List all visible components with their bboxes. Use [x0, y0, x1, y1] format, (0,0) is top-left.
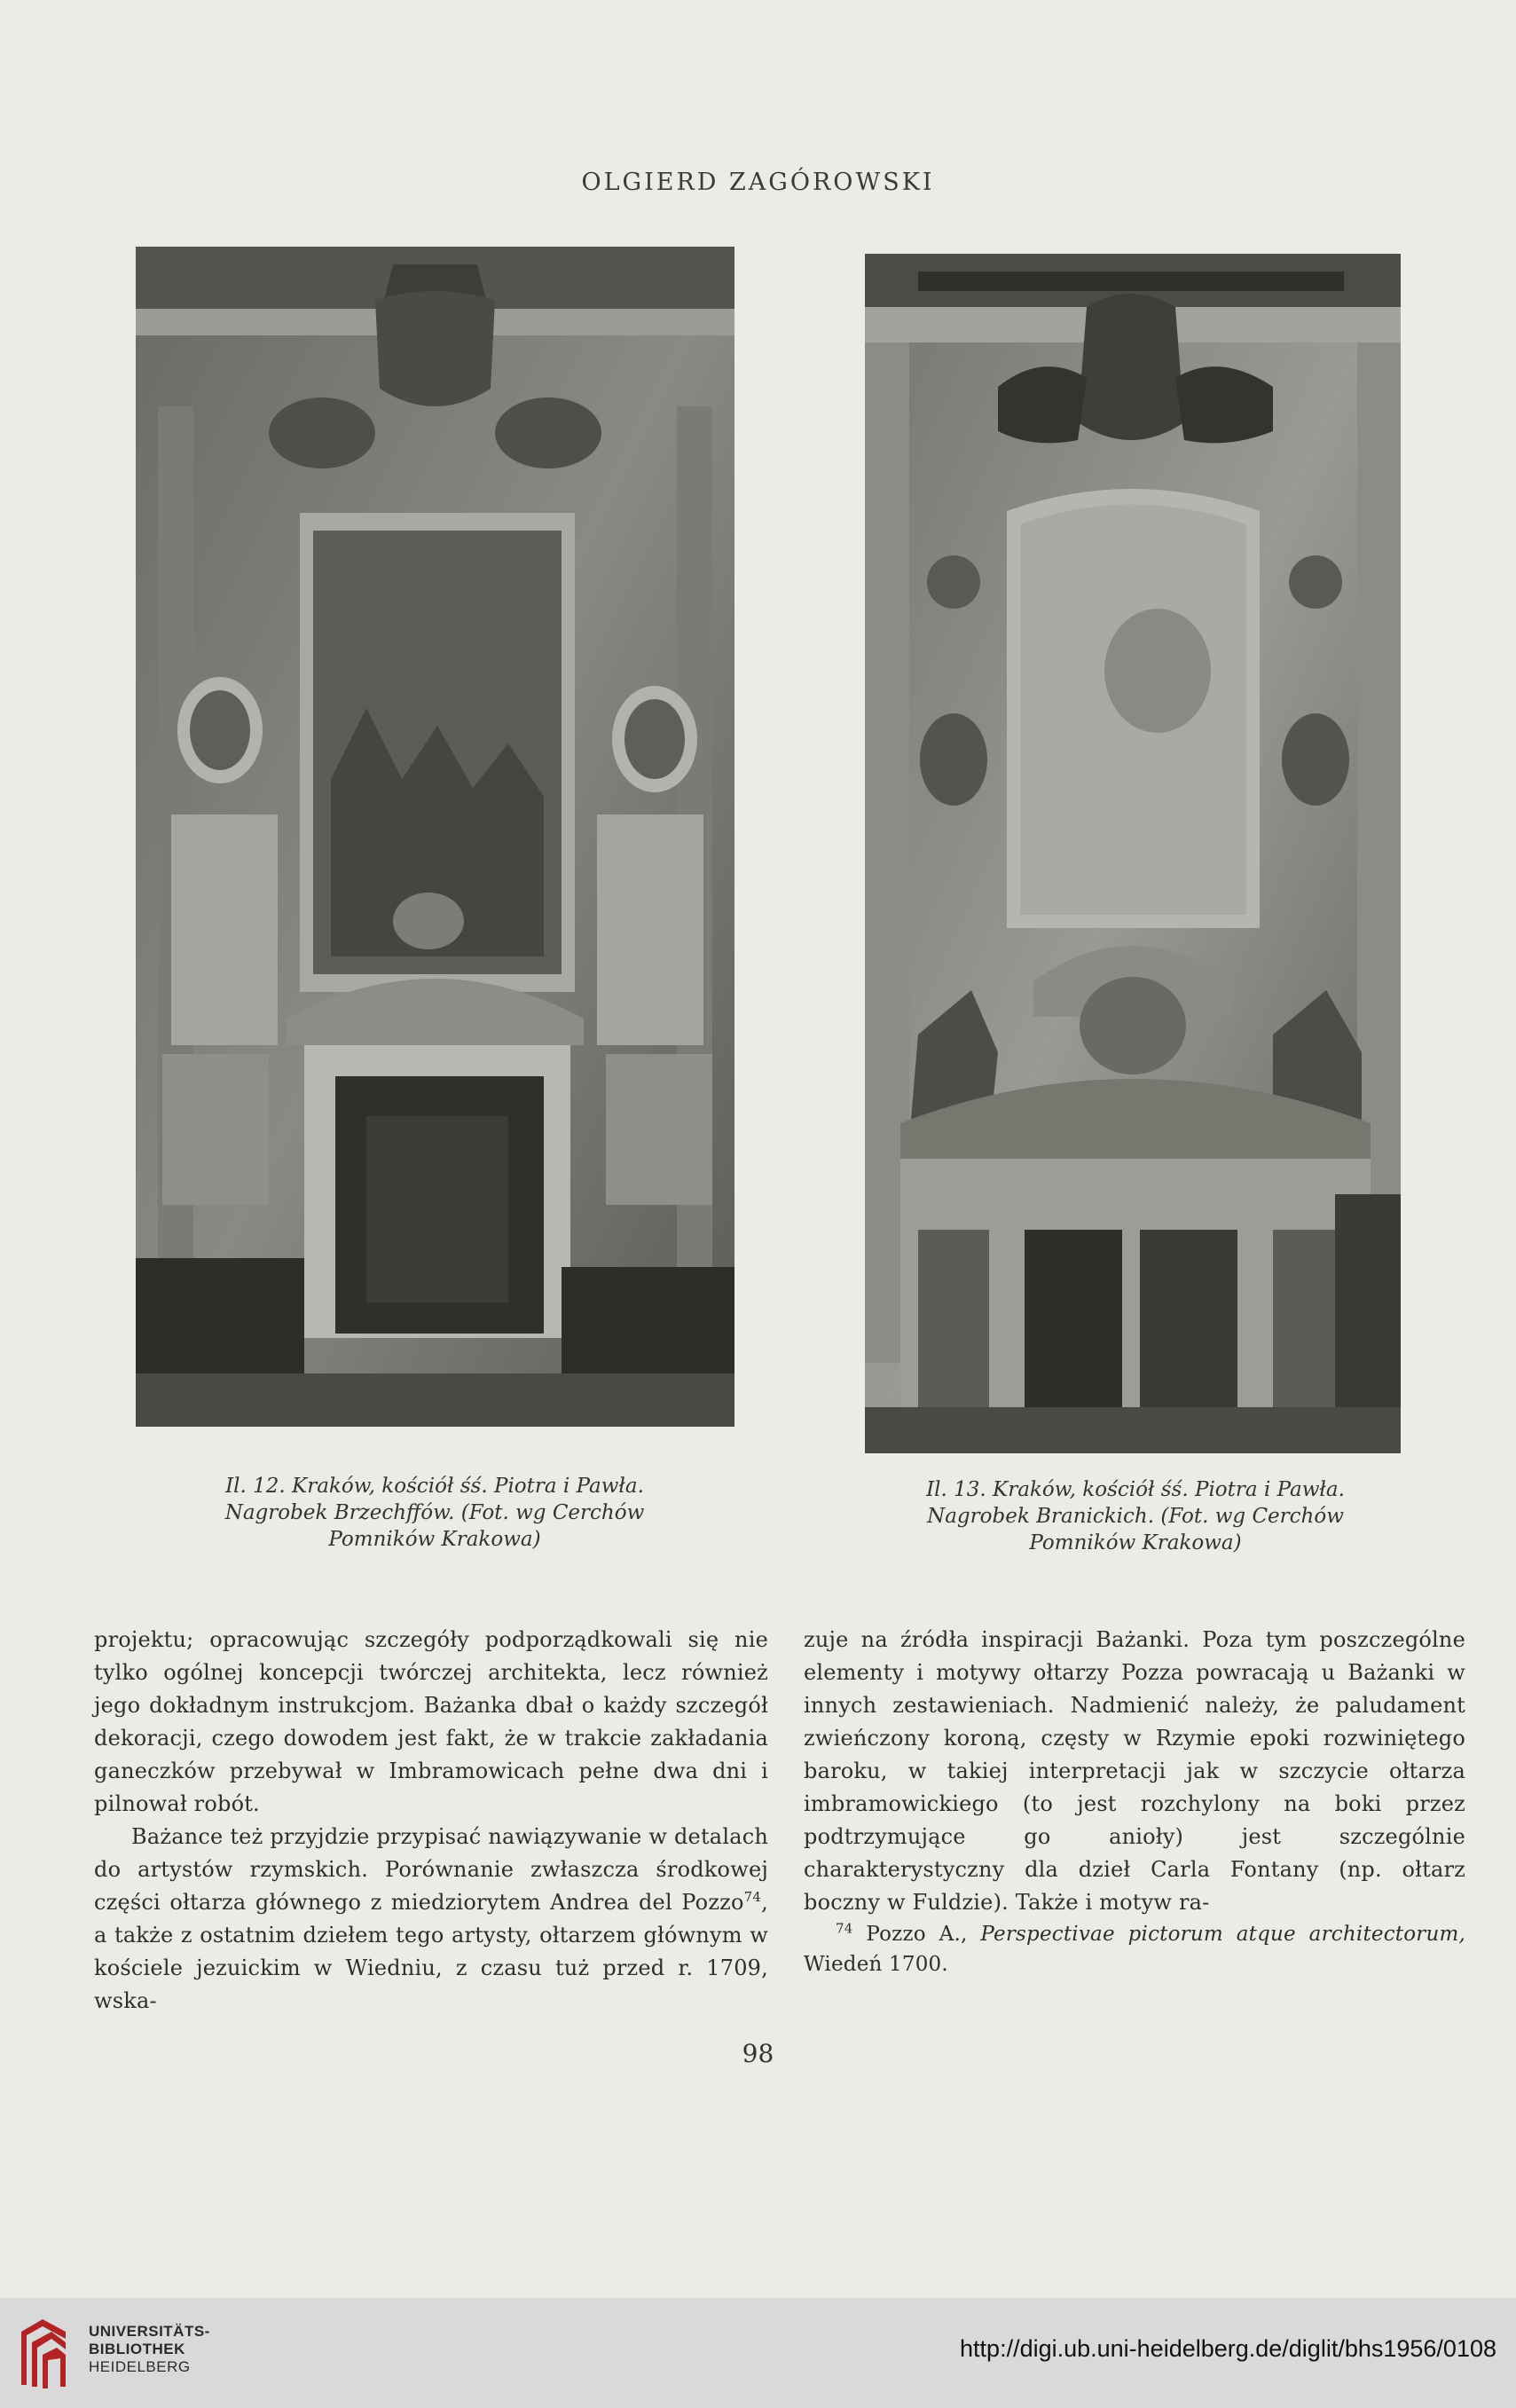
footnote-rest: Wiedeń 1700.: [804, 1953, 948, 1976]
library-name-line: HEIDELBERG: [89, 2358, 191, 2375]
paragraph: projektu; opracowując szczegóły podporządkowali się nie tylko ogólnej koncepcji twórczej architekta, lecz również jego dokładnym instrukcjom. Bażanka dbał o każdy szczegół dekoracji, czego dowodem jest fakt, że w trakcie zakładania ganeczków przebywał w Imbramowicach pełne dwa dni i pilnował robót.: [94, 1627, 768, 1816]
permalink-url[interactable]: http://digi.ub.uni-heidelberg.de/diglit/bhs1956/0108: [960, 2335, 1496, 2362]
tomb-brzechffow-illustration: [136, 247, 734, 1427]
caption-line: Il. 12. Kraków, kościół śś. Piotra i Pawła.: [225, 1475, 644, 1498]
paragraph: zuje na źródła inspiracji Bażanki. Poza tym poszczególne elementy i motywy ołtarzy Pozza powracają u Bażanki w innych zestawieniach. Nadmienić należy, że paludament zwieńczony koroną, częsty w Rzymie epoki rozwiniętego baroku, w takiej interpretacji jak w szczycie ołtarza imbramowickiego (to jest rozchylony na boki przez podtrzymujące go anioły) jest szczególnie charakterystyczny dla dzieł Carla Fontany (np. ołtarz boczny w Fuldzie). Także i motyw ra-: [804, 1627, 1465, 1915]
caption-line: Pomników Krakowa): [1029, 1531, 1242, 1554]
running-head: OLGIERD ZAGÓROWSKI: [581, 169, 935, 196]
text-column-left: [94, 1624, 768, 2018]
text-run: Bażance też przyjdzie przypisać nawiązywanie w detalach do artystów rzymskich. Porównanie zwłaszcza środkowej części ołtarza głównego z miedziorytem Andrea del Pozzo: [94, 1824, 768, 1915]
digitization-footer: [0, 2298, 1516, 2408]
library-logo-icon: [16, 2316, 73, 2390]
caption-line: Nagrobek Branickich. (Fot. wg Cerchów: [927, 1505, 1344, 1528]
figure-12-photo: [136, 247, 734, 1427]
text-run: , a także z ostatnim dziełem tego artysty, ołtarzem głównym w kościele jezuickim w Wiedniu, z czasu tuż przed r. 1709, wska-: [94, 1890, 768, 2013]
text-column-right: [804, 1624, 1465, 1979]
caption-line: Il. 13. Kraków, kościół śś. Piotra i Pawła.: [926, 1478, 1345, 1501]
figure-13-photo: [865, 254, 1401, 1453]
figure-12-caption: [129, 1473, 741, 1553]
library-name-line: BIBLIOTHEK: [89, 2341, 185, 2357]
caption-line: Pomników Krakowa): [328, 1528, 541, 1551]
library-name-line: UNIVERSITÄTS-: [89, 2323, 210, 2340]
footnote-author: Pozzo A.,: [866, 1923, 981, 1946]
tomb-branickich-illustration: [865, 254, 1401, 1453]
footnote-number: 74: [836, 1920, 853, 1937]
footnote-title: Perspectivae pictorum atque architectorum,: [980, 1923, 1465, 1946]
library-name: [89, 2323, 210, 2376]
caption-line: Nagrobek Brzechffów. (Fot. wg Cerchów: [224, 1501, 645, 1524]
figure-13-caption: [852, 1476, 1419, 1556]
paragraph: [94, 1821, 768, 2018]
footnote-ref[interactable]: 74: [743, 1889, 762, 1905]
footnote: [804, 1919, 1465, 1979]
page-number: 98: [742, 2039, 774, 2068]
